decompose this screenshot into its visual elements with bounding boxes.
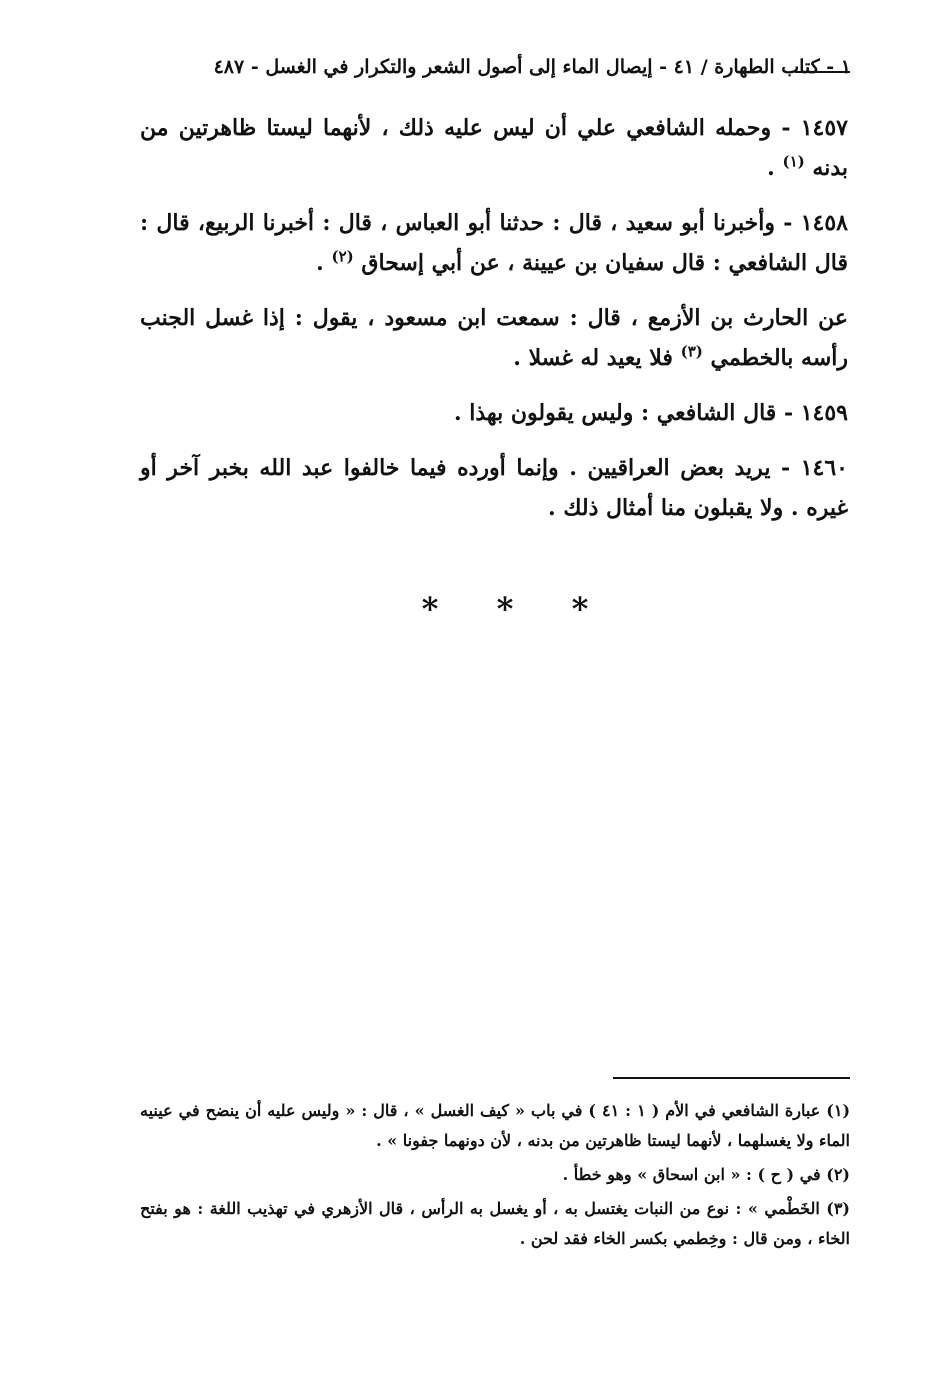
separator-star: * bbox=[496, 590, 514, 628]
separator-star: * bbox=[571, 590, 589, 628]
footnote-rule bbox=[613, 1077, 850, 1079]
separator-star: * bbox=[421, 590, 439, 628]
section-separator bbox=[410, 590, 600, 628]
paragraph-1459: ١٤٥٩ - قال الشافعي : وليس يقولون بهذا . bbox=[453, 400, 848, 426]
paragraph-1458: ١٤٥٨ - وأخبرنا أبو سعيد ، قال : حدثنا أبو العباس ، قال : أخبرنا الربيع، قال : قال الشافعي : قال سفيان بن عيينة ، عن أبي إسحاق $^{(٢)}$ . bbox=[140, 210, 848, 276]
running-header bbox=[140, 56, 851, 78]
footnote-ref-1: (١) bbox=[782, 152, 805, 171]
footnote-3: (٣) الخَطْمي » : نوع من النبات يغتسل به ، أو يغسل به الرأس ، قال الأزهري في تهذيب اللغة : هو بفتح الخاء ، ومن قال : وخِطمي بكسر الخاء فقد لحن . bbox=[140, 1199, 850, 1248]
paragraph-1460: ١٤٦٠ - يريد بعض العراقيين . وإنما أورده فيما خالفوا عبد الله بخبر آخر أو غيره . ولا يقبلون منا أمثال ذلك . bbox=[140, 455, 848, 521]
main-text bbox=[140, 108, 848, 543]
footnote-2: (٢) في ( ح ) : « ابن اسحاق » وهو خطأ . bbox=[562, 1165, 850, 1184]
footnote-ref-3: (٣) bbox=[680, 342, 703, 361]
paragraph-chain: عن الحارث بن الأزمع ، قال : سمعت ابن مسعود ، يقول : إذا غسل الجنب رأسه بالخطمي $^{(٣)}$ فلا يعيد له غسلا . bbox=[140, 305, 848, 371]
footnote-ref-2: (٢) bbox=[331, 247, 354, 266]
footnotes bbox=[140, 1096, 850, 1258]
running-header-text: ١ - كتاب الطهارة / ٤١ - إيصال الماء إلى أصول الشعر والتكرار في الغسل - ٤٨٧ bbox=[213, 56, 851, 78]
footnote-1: (١) عبارة الشافعي في الأم ( ١ : ٤١ ) في باب « كيف الغسل » ، قال : « وليس عليه أن ينضح في عينيه الماء ولا يغسلهما ، لأنهما ليستا ظاهرتين من بدنه ، لأن دونهما جفونا » . bbox=[140, 1101, 851, 1150]
paragraph-1457: ١٤٥٧ - وحمله الشافعي علي أن ليس عليه ذلك ، لأنهما ليستا ظاهرتين من بدنه $^{(١)}$ . bbox=[140, 115, 848, 181]
